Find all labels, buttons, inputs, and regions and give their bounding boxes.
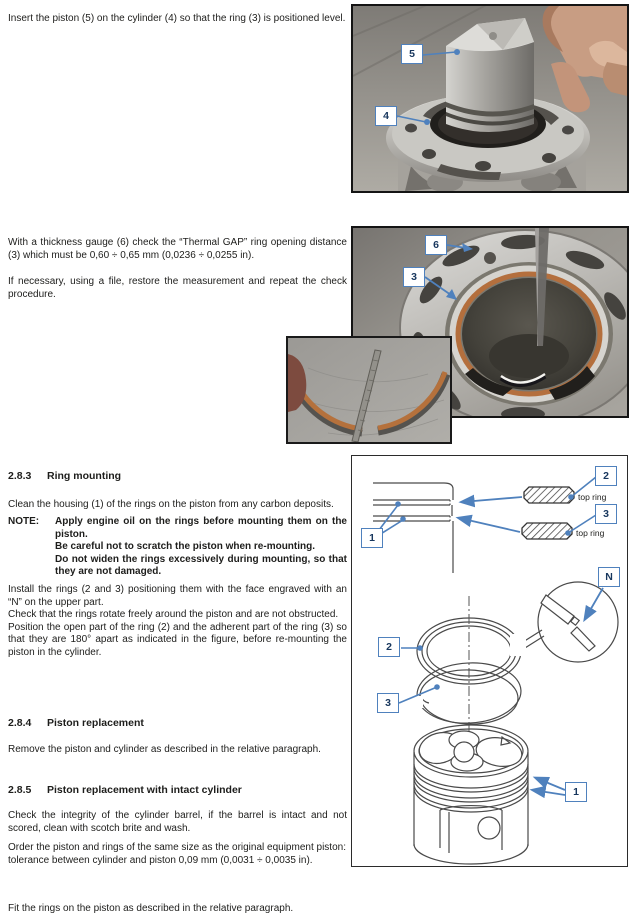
note-line: Do not widen the rings excessively during mounting, so that they are not damaged. (55, 553, 347, 578)
section-heading-284 (8, 717, 347, 729)
order-line: Order the piston and rings of the same size as the original equipment piston: (8, 842, 346, 853)
callout-3-ring (377, 693, 399, 713)
callout-6-label: 6 (433, 239, 439, 251)
callout-1-piston-label: 1 (573, 786, 579, 798)
leader-dot (395, 501, 401, 507)
note-line: Apply engine oil on the rings before mounting them on the piston. (55, 516, 347, 540)
paragraph-insert-piston: Insert the piston (5) on the cylinder (4) so that the ring (3) is positioned level. (8, 13, 346, 24)
leader-dot (454, 49, 460, 55)
ring-mounting-drawing (352, 456, 627, 866)
install-line: Check that the rings rotate freely around the piston and are not obstructed. (8, 609, 339, 621)
bore-and-ring-shape (445, 262, 613, 406)
figure-piston-insertion (351, 4, 629, 193)
section-heading-283 (8, 470, 347, 482)
ring-file-photo (288, 338, 450, 442)
callout-2-ring-label: 2 (386, 641, 392, 653)
paragraph-file-restore: If necessary, using a file, restore the measurement and repeat the check procedure. (8, 276, 347, 300)
section-number: 2.8.3 (8, 469, 32, 482)
figure-ring-mounting-diagram (351, 455, 628, 867)
ring-2-gap (510, 634, 526, 656)
leader-dot (424, 119, 430, 125)
callout-5 (401, 44, 423, 64)
callout-5-label: 5 (409, 48, 415, 60)
paragraph-check-barrel: Check the integrity of the cylinder barrel, if the barrel is intact and not scored, clean with scotch brite and wash. (8, 810, 347, 834)
n-arrow (585, 588, 603, 619)
callout-1-piston (565, 782, 587, 802)
order-line: tolerance between cylinder and piston 0,09 mm (0,0031 ÷ 0,0035 in). (8, 854, 313, 866)
install-line: Install the rings (2 and 3) positioning them with the face engraved with an “N” on the upper part. (8, 584, 347, 608)
top-ring-label-3: top ring (576, 528, 605, 538)
callout-4 (375, 106, 397, 126)
install-line: Position the open part of the ring (2) and the adherent part of the ring (3) so that they are 180° apart as indicated in the figure, before re-mounting the piston in the cylinder. (8, 621, 347, 658)
note-block (8, 516, 347, 579)
piston-section-drawing (373, 483, 453, 573)
callout-3 (403, 267, 425, 287)
callout-1-grooves (361, 528, 383, 548)
paragraph-remove-piston: Remove the piston and cylinder as described in the relative paragraph. (8, 744, 321, 755)
callout-n (598, 567, 620, 587)
paragraph-clean-housing: Clean the housing (1) of the rings on the piston from any carbon deposits. (8, 499, 334, 510)
section-title: Piston replacement (47, 716, 144, 729)
leader-dot (434, 684, 440, 690)
figure-ring-file-inset (286, 336, 452, 444)
callout-2-label: 2 (603, 470, 609, 482)
callout-1-label: 1 (369, 532, 375, 544)
top-ring-section-3 (522, 523, 572, 539)
callout-3-ring-label: 3 (385, 697, 391, 709)
callout-4-label: 4 (383, 110, 389, 122)
section-title: Ring mounting (47, 469, 122, 482)
paragraph-install-rings (8, 584, 347, 660)
callout-n-label: N (605, 571, 613, 583)
section-number: 2.8.5 (8, 783, 32, 796)
groove-arrows (459, 497, 522, 532)
piston-groove-arrows (533, 778, 565, 795)
paragraph-order-piston (8, 842, 347, 867)
callout-3-label: 3 (411, 271, 417, 283)
callout-6 (425, 235, 447, 255)
paragraph-fit-rings: Fit the rings on the piston as described in the relative paragraph. (8, 903, 294, 914)
piston-insertion-photo (353, 6, 627, 191)
section-number: 2.8.4 (8, 716, 32, 729)
callout-2-ring (378, 637, 400, 657)
callout-2-section (595, 466, 617, 486)
paragraph-thermal-gap: With a thickness gauge (6) check the “Thermal GAP” ring opening distance (3) which must be 0,60 ÷ 0,65 mm (0,0236 ÷ 0,0255 in). (8, 237, 347, 261)
section-heading-285 (8, 784, 347, 796)
top-ring-section-2 (524, 487, 574, 503)
n-mark-detail-drawing (515, 582, 618, 662)
top-ring-label-2: top ring (578, 492, 607, 502)
leader-dot (400, 516, 406, 522)
callout-3-section (595, 504, 617, 524)
callout-3-label: 3 (603, 508, 609, 520)
note-label: NOTE: (8, 516, 40, 527)
leader-dot (417, 645, 423, 651)
piston-3d-drawing (414, 725, 528, 864)
note-line: Be careful not to scratch the piston when re-mounting. (55, 541, 316, 553)
section-title: Piston replacement with intact cylinder (47, 783, 242, 796)
